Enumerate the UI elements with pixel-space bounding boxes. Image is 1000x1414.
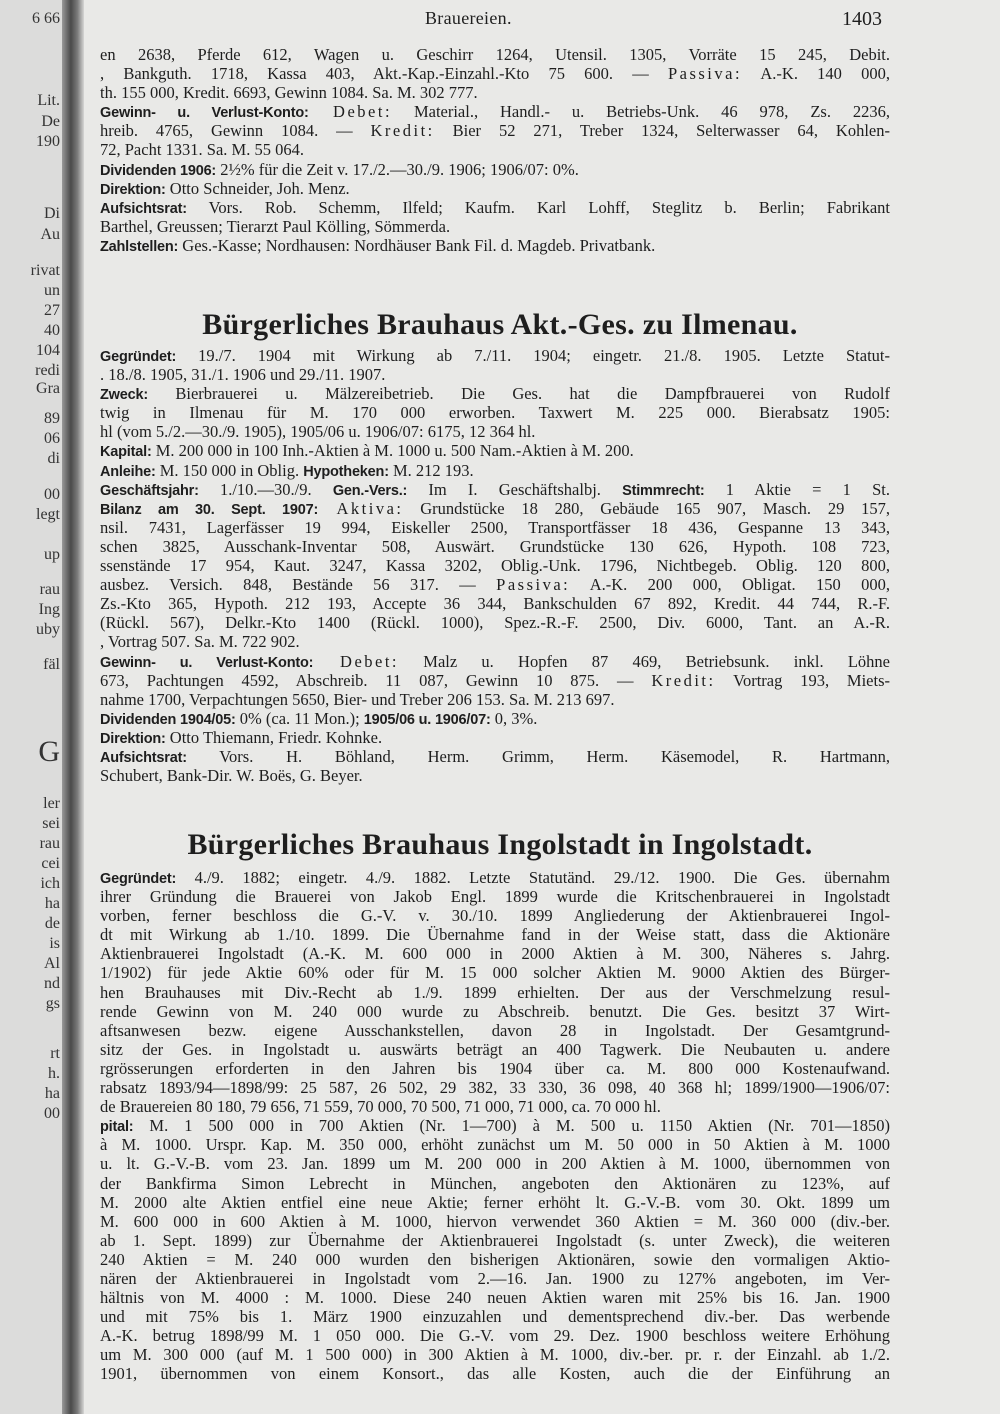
text-line <box>100 346 890 365</box>
line-text: 1/1902) für jede Aktie 60% oder für M. 15 000 solcher Aktien M. 9000 Aktien des Bürger- <box>100 963 890 983</box>
text-line <box>100 963 890 982</box>
field-label: Aufsichtsrat: <box>100 749 187 766</box>
line-text: aftsanwesen bezw. eigene Ausschankstellen, davon 28 in Ingolstadt. Der Gesamtgrund- <box>100 1020 890 1040</box>
text-line <box>100 64 890 83</box>
text-line <box>100 1002 890 1021</box>
line-text: 4./9. 1882; eingetr. 4./9. 1882. Letzte Statutänd. 29./12. 1900. Die Ges. übernahm <box>176 868 890 887</box>
line-text: , Vortrag 507. Sa. M. 722 902. <box>100 632 300 652</box>
margin-fragment: is <box>49 935 60 952</box>
margin-fragment: sei <box>42 815 60 832</box>
text-line <box>100 365 890 384</box>
spaced-label: Aktiva: <box>318 498 404 518</box>
text-line <box>100 925 890 944</box>
text-line <box>100 217 890 236</box>
entry-ingolstadt <box>100 868 890 1384</box>
line-text: A.-K. 140 000, <box>742 64 890 84</box>
field-label: Anleihe: <box>100 463 156 480</box>
text-line <box>100 384 890 403</box>
text-line <box>100 1345 890 1364</box>
line-text: schen 3825, Ausschank-Inventar 508, Auswärt. Grundstücke 130 626, Hypoth. 108 723, <box>100 536 890 556</box>
line-text: ihrer Gründung die Brauerei von Jakob Engl. 1899 wurde die Kritschenbrauerei in Ingolstadt <box>100 887 890 907</box>
text-line <box>100 403 890 422</box>
line-text: 1901, übernommen von einem Konsort., das alle Kosten, auch die der Einführung an <box>100 1364 890 1384</box>
line-text: rende Gewinn von M. 240 000 wurde zu Abschreib. benutzt. Die Ges. besitzt 37 Wirt- <box>100 1001 890 1021</box>
line-text: (Rückl. 567), Delkr.-Kto 1400 (Rückl. 1000), Spez.-R.-F. 2500, Div. 6000, Tant. an A.-R. <box>100 613 890 633</box>
text-line <box>100 83 890 102</box>
field-label: Gewinn- u. Verlust-Konto: <box>100 105 309 122</box>
margin-fragment: rivat <box>30 262 60 279</box>
spaced-label: Kredit: <box>370 121 435 141</box>
line-text: Bier 52 271, Treber 1324, Selterwasser 64, Kohlen- <box>434 121 890 141</box>
text-line <box>100 766 890 785</box>
field-label: pital: <box>100 1119 134 1136</box>
margin-fragment: rt <box>50 1045 60 1062</box>
margin-fragment: up <box>44 546 60 563</box>
line-text: M. 600 000 in 600 Aktien à M. 1000, hiervon verwendet 360 Aktien = M. 360 000 (div.-ber. <box>100 1211 890 1231</box>
text-line <box>100 887 890 906</box>
spaced-label: Kredit: <box>651 670 716 690</box>
field-label: Direktion: <box>100 181 166 198</box>
line-text: 19./7. 1904 mit Wirkung ab 7./11. 1904; eingetr. 21./8. 1905. Letzte Statut- <box>176 346 890 365</box>
margin-fragment: Di <box>44 205 60 222</box>
field-label: Dividenden 1904/05: <box>100 711 236 728</box>
field-label: Zahlstellen: <box>100 238 179 255</box>
field-label: Bilanz am 30. Sept. 1907: <box>100 501 319 518</box>
text-line <box>100 983 890 1002</box>
margin-fragment: ler <box>43 795 60 812</box>
text-line <box>100 1154 890 1173</box>
line-text: Malz u. Hopfen 87 469, Betriebsunk. inkl. Löhne <box>399 651 890 671</box>
margin-fragment: 89 <box>44 410 60 427</box>
margin-fragment: cei <box>41 855 60 872</box>
line-text: 0, 3%. <box>490 708 538 728</box>
text-line <box>100 461 890 480</box>
margin-fragment: gs <box>45 995 60 1012</box>
text-line <box>100 1288 890 1307</box>
line-text: u. lt. G.-V.-B. vom 23. Jan. 1899 um M. 200 000 in 200 Aktien à M. 1000, übernommen von <box>100 1154 890 1174</box>
line-text: um M. 300 000 (auf M. 1 500 000) in 300 Aktien à M. 1000, div.-ber. pr. r. der Einzahl. ab 1./2. <box>100 1345 890 1365</box>
text-line <box>100 1231 890 1250</box>
margin-fragment: Au <box>40 226 60 243</box>
text-line <box>100 1326 890 1345</box>
text-line <box>100 441 890 460</box>
line-text: M. 150 000 in Oblig. <box>155 460 304 480</box>
running-header: Brauereien. <box>425 8 512 28</box>
margin-fragment: 06 <box>44 430 60 447</box>
text-line <box>100 121 890 140</box>
line-text: ausbez. Versich. 848, Bestände 56 317. — <box>100 575 497 595</box>
field-label: Geschäftsjahr: <box>100 482 199 499</box>
line-text: A.-K. 200 000, Obligat. 150 000, <box>570 575 890 595</box>
margin-fragment: 00 <box>44 1105 60 1122</box>
text-line <box>100 1307 890 1326</box>
text-line <box>100 1078 890 1097</box>
text-line <box>100 45 890 64</box>
text-line <box>100 480 890 499</box>
line-text: rabsatz 1893/94—1898/99: 25 587, 26 502, 29 382, 33 330, 36 098, 40 368 hl; 1899/1900—1906/07: <box>100 1078 890 1098</box>
margin-fragment: uby <box>36 621 60 638</box>
text-line <box>100 537 890 556</box>
line-text: hältnis von M. 4000 : M. 1000. Diese 240 neuen Aktien waren mit 25% bis 16. Jan. 1900 <box>100 1288 890 1308</box>
margin-fragment: fäl <box>43 656 60 673</box>
line-text: 240 Aktien = M. 240 000 wurden den bisherigen Aktionären, sowie den vormaligen Aktio- <box>100 1249 890 1269</box>
text-line <box>100 102 890 121</box>
margin-fragment: 6 66 <box>32 10 60 27</box>
line-text: Otto Thiemann, Friedr. Kohnke. <box>165 727 383 747</box>
text-line <box>100 1059 890 1078</box>
line-text: , Bankguth. 1718, Kassa 403, Akt.-Kap.-Einzahl.-Kto 75 600. — <box>100 64 668 84</box>
text-line <box>100 499 890 518</box>
text-line <box>100 556 890 575</box>
line-text: nsil. 7431, Lagerfässer 19 994, Eiskeller 2500, Transportfässer 18 436, Gespanne 13 343, <box>100 517 890 537</box>
line-text: Barthel, Greussen; Tierarzt Paul Kölling, Sömmerda. <box>100 216 451 236</box>
text-line <box>100 1269 890 1288</box>
text-line <box>100 1021 890 1040</box>
field-label: Gen.-Vers.: <box>332 482 408 499</box>
text-line <box>100 179 890 198</box>
company-heading-ilmenau: Bürgerliches Brauhaus Akt.-Ges. zu Ilmenau. <box>202 308 798 341</box>
line-text: Grundstücke 18 280, Gebäude 165 907, Masch. 29 157, <box>403 498 890 518</box>
margin-fragment: Gra <box>36 380 60 397</box>
field-label: Kapital: <box>100 444 152 461</box>
line-text: Vors. H. Böhland, Herm. Grimm, Herm. Käsemodel, R. Hartmann, <box>186 746 890 766</box>
margin-fragment: ha <box>44 1085 60 1102</box>
text-line <box>100 1097 890 1116</box>
margin-fragment: h. <box>48 1065 60 1082</box>
text-line <box>100 1364 890 1383</box>
spaced-label: Passiva: <box>496 575 571 595</box>
line-text: M. 200 000 in 100 Inh.-Aktien à M. 1000 u. 500 Nam.-Aktien à M. 200. <box>151 441 634 461</box>
line-text: der Bankfirma Simon Lebrecht in München, angeboten den Aktionären zu 123%, auf <box>100 1173 890 1193</box>
text-line <box>100 690 890 709</box>
spaced-label: Passiva: <box>667 64 743 84</box>
page-number: 1403 <box>842 8 882 30</box>
margin-fragment: Al <box>44 955 60 972</box>
line-text: ssenstände 17 954, Kaut. 3247, Kassa 3202, Oblig.-Unk. 1796, Nichtbegeb. Oblig. 120 800, <box>100 556 890 576</box>
line-text: sitz der Ges. in Ingolstadt u. auswärts beträgt an 400 Tagwerk. Die Neubauten u. andere <box>100 1039 890 1059</box>
field-label: Stimmrecht: <box>622 482 705 499</box>
spaced-label: Debet: <box>308 102 393 122</box>
line-text: Bierbrauerei u. Mälzereibetrieb. Die Ges. hat die Dampfbrauerei von Rudolf <box>147 384 890 404</box>
margin-fragment: rau <box>39 835 60 852</box>
line-text: 0% (ca. 11 Mon.); <box>235 708 364 728</box>
line-text: rgrösserungen erforderten in den Jahren bis 1904 über ca. M. 800 000 Kostenaufwand. <box>100 1058 890 1078</box>
margin-fragment: 40 <box>44 322 60 339</box>
margin-fragment: ich <box>40 875 60 892</box>
line-text: A.-K. betrug 1898/99 M. 1 050 000. Die G.-V. vom 29. Dez. 1900 beschloss weitere Erhöhung <box>100 1326 890 1346</box>
text-line <box>100 1212 890 1231</box>
text-line <box>100 906 890 925</box>
line-text: M. 212 193. <box>388 460 474 480</box>
line-text: hreib. 4765, Gewinn 1084. — <box>100 121 371 141</box>
line-text: th. 155 000, Kredit. 6693, Gewinn 1084. Sa. M. 302 777. <box>100 83 478 103</box>
line-text: en 2638, Pferde 612, Wagen u. Geschirr 1264, Utensil. 1305, Vorräte 15 245, Debit. <box>100 45 890 64</box>
text-line <box>100 198 890 217</box>
margin-fragment: de <box>44 915 60 932</box>
entry-ilmenau <box>100 346 890 785</box>
field-label: Dividenden 1906: <box>100 162 217 179</box>
line-text: Otto Schneider, Joh. Menz. <box>165 178 350 198</box>
text-line <box>100 709 890 728</box>
line-text: Im I. Geschäftshalbj. <box>407 479 623 499</box>
line-text: 1 Aktie = 1 St. <box>704 479 890 499</box>
margin-fragment: di <box>47 450 60 467</box>
text-line <box>100 1135 890 1154</box>
line-text: nären der Aktienbrauerei in Ingolstadt vom 2.—16. Jan. 1900 zu 127% angeboten, im Ver- <box>100 1268 890 1288</box>
line-text: . 18./8. 1905, 31./1. 1906 und 29./11. 1907. <box>100 365 386 385</box>
margin-fragment: rau <box>39 581 60 598</box>
line-text: 2½% für die Zeit v. 17./2.—30./9. 1906; 1906/07: 0%. <box>216 159 579 179</box>
margin-fragment: G <box>38 735 60 768</box>
line-text: à M. 1000. Urspr. Kap. M. 350 000, erhöht zunächst um M. 50 000 in 50 Aktien à M. 1000 <box>100 1135 890 1155</box>
text-line <box>100 632 890 651</box>
field-label: 1905/06 u. 1906/07: <box>363 711 491 728</box>
company-heading-ingolstadt: Bürgerliches Brauhaus Ingolstadt in Ingolstadt. <box>187 828 813 861</box>
text-line <box>100 1040 890 1059</box>
text-line <box>100 944 890 963</box>
text-line <box>100 518 890 537</box>
line-text: Ges.-Kasse; Nordhausen: Nordhäuser Bank Fil. d. Magdeb. Privatbank. <box>178 235 656 255</box>
line-text: Zs.-Kto 365, Hypoth. 212 193, Accepte 36 344, Bankschulden 67 892, Kredit. 44 744, R.-F. <box>100 594 890 614</box>
line-text: vorben, ferner beschloss die G.-V. v. 30./10. 1899 Angliederung der Aktienbrauerei Ingol- <box>100 906 890 926</box>
text-line <box>100 594 890 613</box>
text-line <box>100 1193 890 1212</box>
line-text: 1./10.—30./9. <box>198 479 333 499</box>
margin-fragment: ha <box>44 895 60 912</box>
line-text: M. 1 500 000 in 700 Aktien (Nr. 1—700) à M. 500 u. 1150 Aktien (Nr. 701—1850) <box>133 1116 890 1136</box>
text-line <box>100 613 890 632</box>
margin-fragment: Ing <box>38 601 60 618</box>
text-line <box>100 1250 890 1269</box>
text-line <box>100 747 890 766</box>
page-gutter-shadow <box>62 0 84 1414</box>
margin-fragment: un <box>44 282 60 299</box>
line-text: Vors. Rob. Schemm, Ilfeld; Kaufm. Karl Lohff, Steglitz b. Berlin; Fabrikant <box>186 197 890 217</box>
line-text: hen Brauhauses mit Div.-Recht ab 1./9. 1899 erhielten. Der aus der Verschmelzung resul- <box>100 982 890 1002</box>
margin-fragment: Lit. <box>37 92 60 109</box>
margin-fragment: redi <box>35 362 60 379</box>
text-line <box>100 652 890 671</box>
margin-fragment: nd <box>44 975 60 992</box>
line-text: twig in Ilmenau für M. 170 000 erworben. Taxwert M. 225 000. Bierabsatz 1905: <box>100 403 890 423</box>
line-text: 72, Pacht 1331. Sa. M. 55 064. <box>100 140 304 160</box>
margin-fragment: legt <box>36 506 60 523</box>
field-label: Gegründet: <box>100 871 177 887</box>
text-line <box>100 671 890 690</box>
line-text: Aktienbrauerei Ingolstadt (A.-K. M. 600 000 in 2000 Aktien à M. 300, Näheres s. Jahrg. <box>100 944 890 964</box>
text-line <box>100 236 890 255</box>
text-line <box>100 422 890 441</box>
line-text: Material., Handl.- u. Betriebs-Unk. 46 978, Zs. 2236, <box>392 102 890 122</box>
text-line <box>100 1116 890 1135</box>
text-line <box>100 1174 890 1193</box>
text-line <box>100 868 890 887</box>
field-label: Zweck: <box>100 387 148 404</box>
margin-fragment: 104 <box>36 342 60 359</box>
line-text: dt mit Wirkung ab 1./10. 1899. Die Übernahme fand in der Weise statt, dass die Aktionäre <box>100 925 890 945</box>
field-label: Aufsichtsrat: <box>100 200 187 217</box>
line-text: de Brauereien 80 180, 79 656, 71 559, 70 000, 70 500, 71 000, 71 000, ca. 70 000 hl. <box>100 1097 661 1117</box>
field-label: Gewinn- u. Verlust-Konto: <box>100 654 314 671</box>
margin-fragment: 00 <box>44 486 60 503</box>
line-text: hl (vom 5./2.—30./9. 1905), 1905/06 u. 1906/07: 6175, 12 364 hl. <box>100 422 536 442</box>
line-text: nahme 1700, Verpachtungen 5650, Bier- und Treber 206 153. Sa. M. 213 697. <box>100 689 615 709</box>
margin-fragment: De <box>41 113 60 130</box>
field-label: Gegründet: <box>100 349 177 365</box>
field-label: Hypotheken: <box>303 463 389 480</box>
margin-fragment: 27 <box>44 302 60 319</box>
line-text: und mit 75% bis 1. März 1900 einzuzahlen und dementsprechend div.-ber. Das werbende <box>100 1307 890 1327</box>
line-text: 673, Pachtungen 4592, Abschreib. 11 087, Gewinn 10 875. — <box>100 670 652 690</box>
line-text: Vortrag 193, Miets- <box>715 670 890 690</box>
text-line <box>100 575 890 594</box>
line-text: ab 1. Sept. 1899) zur Übernahme der Aktienbrauerei Ingolstadt (s. unter Zweck), die weiteren <box>100 1230 890 1250</box>
line-text: M. 2000 alte Aktien entfiel eine neue Aktie; ferner erhöht lt. G.-V.-B. vom 30. Okt. 1899 um <box>100 1192 890 1212</box>
line-text: Schubert, Bank-Dir. W. Boës, G. Beyer. <box>100 766 363 786</box>
text-line <box>100 728 890 747</box>
entry-continuation <box>100 45 890 255</box>
spaced-label: Debet: <box>313 651 400 671</box>
margin-fragment: 190 <box>36 133 60 150</box>
text-line <box>100 160 890 179</box>
text-line <box>100 140 890 159</box>
field-label: Direktion: <box>100 730 166 747</box>
